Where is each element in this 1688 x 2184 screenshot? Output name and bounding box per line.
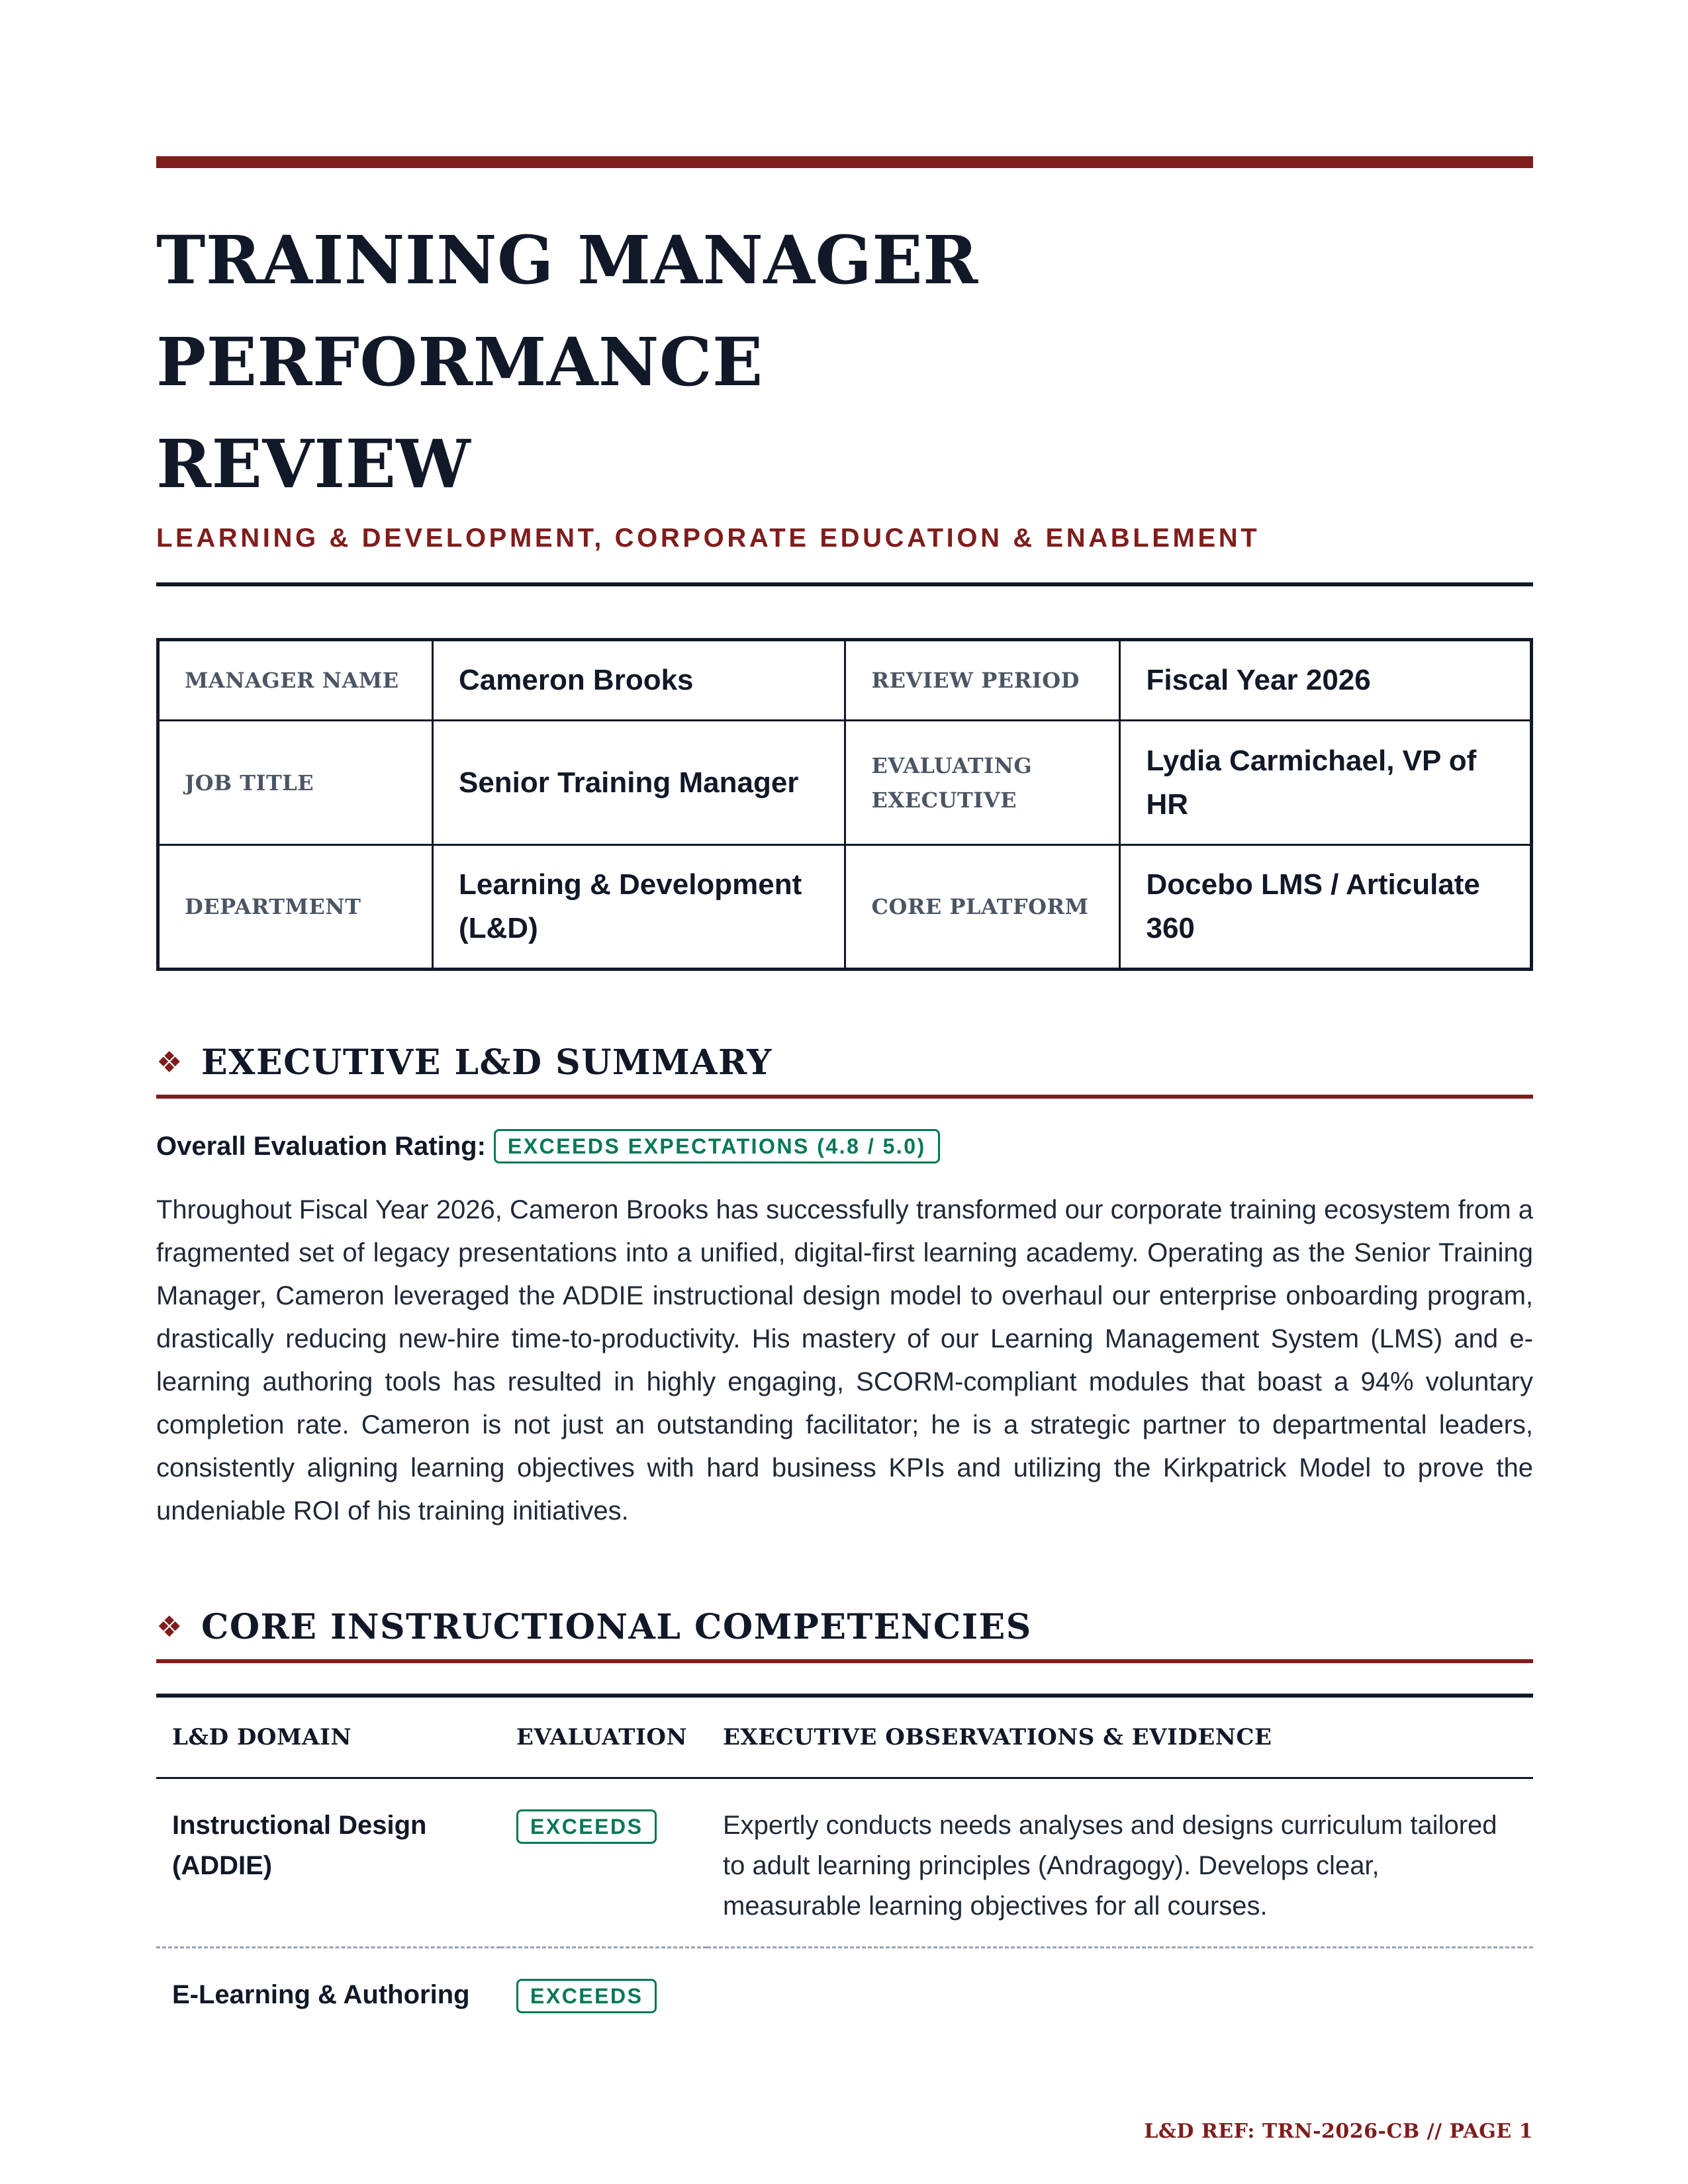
job-title-value: Senior Training Manager xyxy=(432,721,845,845)
column-header-observations: EXECUTIVE OBSERVATIONS & EVIDENCE xyxy=(707,1696,1533,1778)
metadata-row xyxy=(158,721,1532,845)
table-row xyxy=(156,1948,1533,2036)
competency-domain: Instructional Design (ADDIE) xyxy=(156,1778,500,1948)
competency-domain: E-Learning & Authoring xyxy=(172,1980,470,2009)
competencies-divider xyxy=(156,1659,1533,1663)
core-platform-value: Docebo LMS / Articulate 360 xyxy=(1120,845,1532,970)
column-header-evaluation: EVALUATION xyxy=(500,1696,707,1778)
competency-evaluation xyxy=(500,1948,707,2036)
page-title-line-2: REVIEW xyxy=(156,425,471,503)
overall-rating-label: Overall Evaluation Rating: xyxy=(156,1131,486,1161)
manager-name-label: MANAGER NAME xyxy=(158,640,433,721)
table-row xyxy=(156,1778,1533,1948)
executive-summary-divider xyxy=(156,1095,1533,1099)
page-title xyxy=(156,209,1533,515)
overall-rating xyxy=(156,1129,1533,1163)
department-value: Learning & Development (L&D) xyxy=(432,845,845,970)
review-period-label: REVIEW PERIOD xyxy=(845,640,1120,721)
page-subtitle: LEARNING & DEVELOPMENT, CORPORATE EDUCATION & ENABLEMENT xyxy=(156,523,1260,553)
page-footer-reference: L&D REF: TRN-2026-CB // PAGE 1 xyxy=(1144,2120,1533,2143)
diamond-ornament-icon: ❖ xyxy=(156,1610,183,1644)
overall-rating-badge: EXCEEDS EXPECTATIONS (4.8 / 5.0) xyxy=(494,1129,940,1163)
evaluating-executive-value: Lydia Carmichael, VP of HR xyxy=(1120,721,1532,845)
competency-evaluation xyxy=(500,1778,707,1948)
review-period-value: Fiscal Year 2026 xyxy=(1120,640,1532,721)
metadata-row xyxy=(158,845,1532,970)
competencies-heading xyxy=(156,1607,1533,1647)
manager-name-value: Cameron Brooks xyxy=(432,640,845,721)
evaluation-badge: EXCEEDS xyxy=(516,1809,657,1844)
review-page xyxy=(156,156,1533,2143)
metadata-row xyxy=(158,640,1532,721)
competency-observations xyxy=(707,1948,1533,2036)
competencies-heading-text: CORE INSTRUCTIONAL COMPETENCIES xyxy=(201,1607,1032,1647)
executive-summary-heading xyxy=(156,1042,1533,1083)
review-metadata-table xyxy=(156,638,1533,971)
evaluating-executive-label: EVALUATING EXECUTIVE xyxy=(845,721,1120,845)
executive-summary-body: Throughout Fiscal Year 2026, Cameron Brooks has successfully transformed our corporate training ecosystem from a fragmented set of legacy presentations into a unified, digital-first learning academy. Operating as the Senior Training Manager, Cameron leveraged the ADDIE instructional design model to overhaul our enterprise onboarding program, drastically reducing new-hire time-to-productivity. His mastery of our Learning Management System (LMS) and e-learning authoring tools has resulted in highly engaging, SCORM-compliant modules that boast a 94% voluntary completion rate. Cameron is not just an outstanding facilitator; he is a strategic partner to departmental leaders, consistently aligning learning objectives with hard business KPIs and utilizing the Kirkpatrick Model to prove the undeniable ROI of his training initiatives. xyxy=(156,1195,1533,1525)
evaluation-badge: EXCEEDS xyxy=(516,1979,657,2013)
column-header-domain: L&D DOMAIN xyxy=(156,1696,500,1778)
competencies-header-row xyxy=(156,1696,1533,1778)
page-title-line-1: TRAINING MANAGER PERFORMANCE xyxy=(156,221,978,401)
competency-observations: Expertly conducts needs analyses and designs curriculum tailored to adult learning principles (Andragogy). Develops clear, measurable learning objectives for all courses. xyxy=(707,1778,1533,1948)
top-accent-bar xyxy=(156,156,1533,168)
job-title-label: JOB TITLE xyxy=(158,721,433,845)
department-label: DEPARTMENT xyxy=(158,845,433,970)
core-platform-label: CORE PLATFORM xyxy=(845,845,1120,970)
header-divider xyxy=(156,582,1533,586)
diamond-ornament-icon: ❖ xyxy=(156,1046,183,1079)
executive-summary-heading-text: EXECUTIVE L&D SUMMARY xyxy=(201,1042,773,1083)
competencies-table xyxy=(156,1694,1533,2035)
